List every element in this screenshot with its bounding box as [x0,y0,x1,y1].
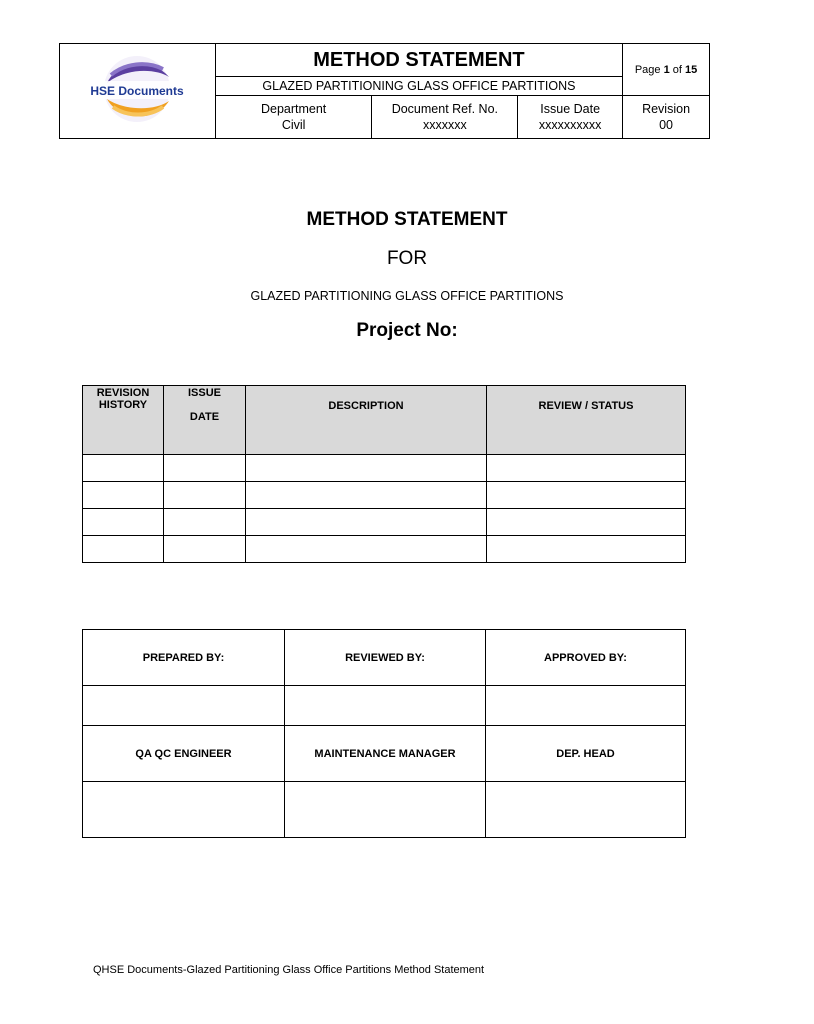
docref-cell [372,96,518,139]
signature-row [83,782,686,838]
description-header: DESCRIPTION [246,386,487,455]
revision-history-header-line1: REVISION [96,387,150,399]
revision-history-header [83,386,164,455]
table-row [83,509,686,536]
page-current: 1 [663,63,670,76]
issue-date-header [164,386,246,455]
revision-label: Revision [642,102,691,116]
reviewed-role: MAINTENANCE MANAGER [285,726,486,782]
hse-documents-logo [90,53,185,125]
approvals-table [82,629,686,838]
issue-date-header-line1: ISSUE [187,387,221,399]
page-indicator [623,44,710,96]
table-row [83,455,686,482]
department-cell [215,96,372,139]
prepared-by-label: PREPARED BY: [83,630,285,686]
approved-by-label: APPROVED BY: [486,630,686,686]
logo-cell [60,44,216,139]
revision-cell [623,96,710,139]
issue-date-cell [518,96,623,139]
revision-history-table [82,385,686,563]
revision-history-header-line2: HISTORY [98,399,148,411]
cover-title: METHOD STATEMENT [306,209,508,230]
signature-row [83,686,686,726]
header-subtitle: GLAZED PARTITIONING GLASS OFFICE PARTITIONS [215,77,622,96]
docref-label: Document Ref. No. [391,102,498,116]
cover-for: FOR [386,248,428,269]
header-title: METHOD STATEMENT [215,44,622,77]
approved-role: DEP. HEAD [486,726,686,782]
logo-text: HSE Documents [90,83,185,98]
issue-date-value: xxxxxxxxxx [538,118,602,132]
issue-date-header-line2: DATE [189,411,220,423]
review-status-header: REVIEW / STATUS [487,386,686,455]
document-header [59,43,710,139]
project-number-label: Project No: [356,320,458,341]
reviewed-by-label: REVIEWED BY: [285,630,486,686]
cover-subtitle: GLAZED PARTITIONING GLASS OFFICE PARTITIONS [250,289,564,303]
issue-date-label: Issue Date [540,102,601,116]
table-row [83,536,686,563]
page-footer: QHSE Documents-Glazed Partitioning Glass Office Partitions Method Statement [93,964,485,976]
docref-value: xxxxxxx [422,118,467,132]
department-value: Civil [281,118,306,132]
prepared-role: QA QC ENGINEER [83,726,285,782]
revision-value: 00 [659,118,673,132]
page-prefix: Page [634,63,661,76]
department-label: Department [260,102,327,116]
table-row [83,482,686,509]
page-total: 15 [685,63,698,76]
page-of: of [672,63,682,76]
